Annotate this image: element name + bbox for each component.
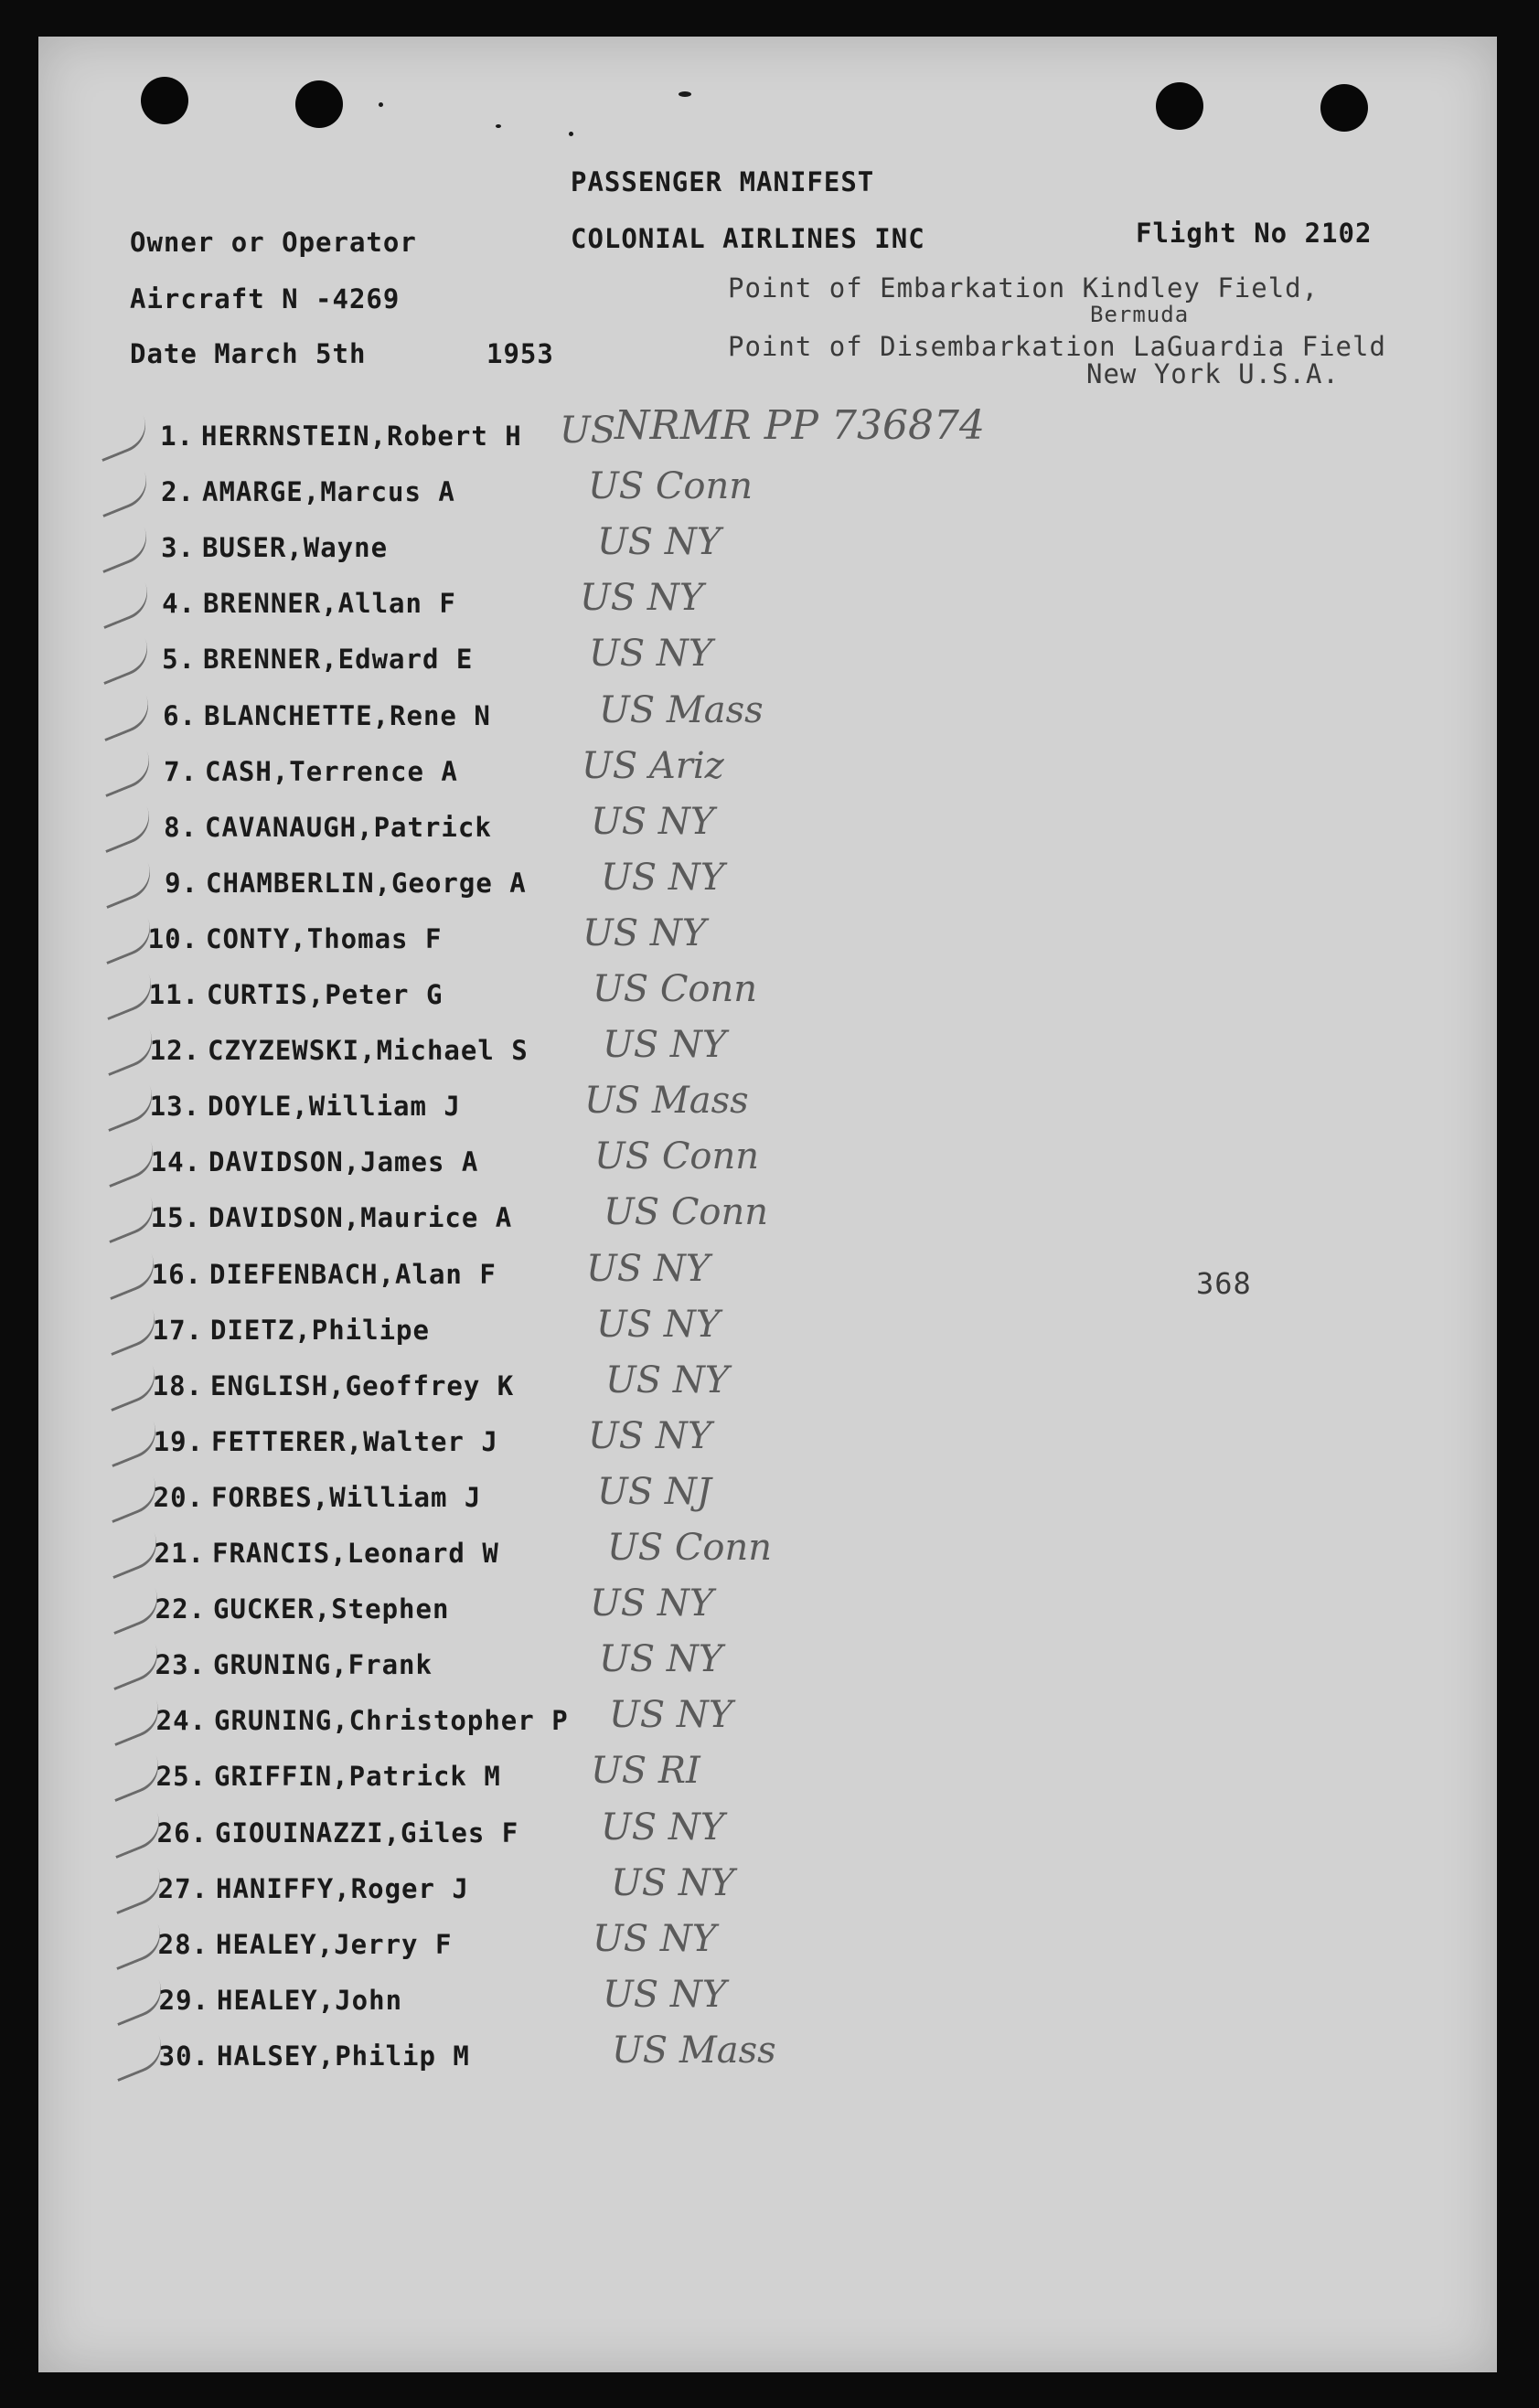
punch-hole	[141, 77, 188, 124]
passenger-name: ENGLISH,Geoffrey K	[210, 1369, 515, 1401]
passenger-number: 28.	[157, 1928, 208, 1960]
handwritten-residence: US Conn	[594, 1135, 760, 1178]
passenger-number: 17.	[152, 1314, 203, 1346]
list-item	[141, 1527, 1055, 1583]
handwritten-residence: US Conn	[588, 465, 753, 508]
manifest-page	[38, 37, 1497, 2372]
passenger-number: 13.	[149, 1091, 200, 1123]
list-item	[130, 410, 1044, 466]
aircraft-number: Aircraft N -4269	[130, 283, 401, 314]
passenger-name: FORBES,William J	[211, 1481, 482, 1513]
passenger-number: 24.	[155, 1705, 207, 1737]
ink-speck	[496, 124, 501, 128]
passenger-name: DIEFENBACH,Alan F	[209, 1258, 497, 1290]
list-item	[143, 1694, 1057, 1751]
passenger-number: 7.	[164, 755, 198, 787]
list-item	[142, 1582, 1056, 1639]
list-item	[134, 800, 1048, 858]
manifest-year: 1953	[486, 338, 554, 369]
disembarkation-point: Point of Disembarkation LaGuardia Field	[728, 331, 1386, 362]
handwritten-residence: US NY	[611, 1861, 735, 1904]
passenger-number: 8.	[164, 811, 198, 843]
list-item	[139, 1358, 1053, 1416]
list-item	[135, 968, 1050, 1025]
passenger-name: CONTY,Thomas F	[206, 922, 443, 954]
handwritten-residence: US NY	[609, 1694, 733, 1737]
passenger-name: GUCKER,Stephen	[213, 1593, 450, 1625]
list-item	[140, 1414, 1054, 1472]
passenger-name: BRENNER,Edward E	[203, 644, 474, 676]
list-item	[131, 465, 1045, 522]
handwritten-residence: US Ariz	[582, 744, 724, 787]
passenger-number: 2.	[161, 476, 195, 508]
passenger-name: CASH,Terrence A	[205, 755, 458, 787]
handwritten-residence: US	[560, 410, 616, 452]
passenger-number: 30.	[158, 2040, 209, 2072]
handwritten-residence: US NY	[588, 1414, 712, 1457]
passenger-number: 3.	[161, 532, 195, 564]
passenger-number: 11.	[148, 979, 199, 1010]
handwritten-residence: US NY	[601, 1806, 725, 1849]
passenger-number: 18.	[152, 1369, 203, 1401]
punch-hole	[1320, 84, 1368, 132]
handwritten-residence: US Mass	[599, 688, 764, 731]
handwritten-annotation: NRMR PP 736874	[615, 402, 985, 449]
passenger-name: CAVANAUGH,Patrick	[205, 811, 492, 843]
passenger-name: HANIFFY,Roger J	[216, 1872, 469, 1904]
passenger-number: 29.	[158, 1984, 209, 2016]
list-item	[132, 633, 1046, 689]
list-item	[142, 1638, 1056, 1695]
punch-hole	[1156, 82, 1203, 130]
page-number: 368	[1196, 1266, 1252, 1301]
punch-hole	[295, 80, 343, 128]
list-item	[136, 1080, 1051, 1136]
handwritten-residence: US RI	[591, 1750, 700, 1793]
passenger-name: GRUNING,Christopher P	[214, 1705, 569, 1737]
handwritten-residence: US Mass	[584, 1080, 749, 1123]
passenger-name: BLANCHETTE,Rene N	[204, 699, 491, 731]
disembarkation-location: New York U.S.A.	[1086, 358, 1340, 389]
passenger-name: CZYZEWSKI,Michael S	[208, 1035, 529, 1067]
ink-speck	[679, 91, 691, 97]
passenger-name: DAVIDSON,Maurice A	[208, 1202, 513, 1234]
passenger-name: FRANCIS,Leonard W	[212, 1538, 499, 1569]
manifest-title: PASSENGER MANIFEST	[571, 166, 875, 197]
handwritten-residence: US NY	[603, 1024, 727, 1067]
passenger-number: 23.	[155, 1649, 206, 1681]
handwritten-residence: US NJ	[597, 1470, 711, 1513]
list-item	[139, 1303, 1053, 1360]
passenger-name: HEALEY,Jerry F	[216, 1928, 453, 1960]
list-item	[144, 1806, 1058, 1863]
handwritten-residence: US Conn	[593, 968, 758, 1010]
owner-value: COLONIAL AIRLINES INC	[571, 223, 925, 254]
passenger-number: 22.	[155, 1593, 206, 1625]
passenger-number: 5.	[162, 644, 196, 676]
handwritten-residence: US NY	[603, 1973, 727, 2016]
passenger-number: 27.	[157, 1872, 208, 1904]
handwritten-residence: US NY	[599, 1638, 723, 1681]
passenger-name: GIOUINAZZI,Giles F	[215, 1817, 519, 1849]
handwritten-residence: US NY	[605, 1358, 730, 1401]
list-item	[145, 1973, 1060, 2030]
handwritten-residence: US NY	[590, 1582, 714, 1625]
list-item	[145, 2029, 1060, 2086]
passenger-number: 16.	[151, 1258, 202, 1290]
passenger-name: BRENNER,Allan F	[203, 588, 456, 620]
list-item	[134, 911, 1049, 969]
handwritten-residence: US NY	[586, 1247, 711, 1290]
list-item	[137, 1191, 1052, 1248]
passenger-name: CHAMBERLIN,George A	[206, 867, 527, 899]
list-item	[144, 1861, 1059, 1919]
list-item	[143, 1750, 1057, 1806]
passenger-number: 14.	[150, 1146, 201, 1178]
passenger-number: 12.	[149, 1035, 200, 1067]
handwritten-residence: US Conn	[604, 1191, 769, 1234]
passenger-number: 20.	[153, 1481, 204, 1513]
passenger-number: 26.	[156, 1817, 208, 1849]
passenger-name: DOYLE,William J	[208, 1091, 461, 1123]
handwritten-residence: US Mass	[612, 2029, 776, 2072]
passenger-number: 1.	[160, 421, 194, 452]
handwritten-residence: US NY	[591, 800, 715, 843]
ink-speck	[379, 102, 383, 107]
passenger-name: DAVIDSON,James A	[208, 1146, 479, 1178]
flight-number: Flight No 2102	[1136, 218, 1373, 249]
manifest-date: Date March 5th	[130, 338, 367, 369]
handwritten-residence: US NY	[596, 1303, 721, 1346]
passenger-number: 19.	[153, 1425, 204, 1457]
list-item	[134, 744, 1048, 802]
passenger-name: GRUNING,Frank	[213, 1649, 433, 1681]
passenger-name: FETTERER,Walter J	[211, 1425, 498, 1457]
ink-speck	[569, 132, 573, 136]
passenger-number: 4.	[162, 588, 196, 620]
passenger-name: BUSER,Wayne	[202, 532, 389, 564]
passenger-number: 15.	[150, 1202, 201, 1234]
passenger-name: HALSEY,Philip M	[217, 2040, 470, 2072]
handwritten-residence: US NY	[593, 1917, 717, 1960]
passenger-name: DIETZ,Philipe	[210, 1314, 430, 1346]
list-item	[131, 521, 1045, 578]
handwritten-residence: US NY	[601, 856, 725, 899]
list-item	[144, 1917, 1059, 1975]
passenger-name: HERRNSTEIN,Robert H	[201, 421, 522, 452]
passenger-name: AMARGE,Marcus A	[202, 476, 455, 508]
list-item	[134, 856, 1049, 913]
embarkation-location: Bermuda	[1090, 302, 1190, 327]
list-item	[132, 577, 1046, 634]
list-item	[136, 1024, 1051, 1081]
owner-label: Owner or Operator	[130, 227, 417, 258]
handwritten-residence: US NY	[582, 911, 707, 954]
passenger-number: 10.	[147, 922, 198, 954]
embarkation-point: Point of Embarkation Kindley Field,	[728, 272, 1320, 304]
list-item	[138, 1247, 1053, 1305]
passenger-number: 21.	[154, 1538, 205, 1569]
list-item	[140, 1470, 1054, 1528]
passenger-name: CURTIS,Peter G	[207, 979, 444, 1010]
passenger-number: 9.	[165, 867, 198, 899]
passenger-number: 6.	[163, 699, 197, 731]
handwritten-residence: US NY	[589, 633, 713, 676]
passenger-name: HEALEY,John	[217, 1984, 403, 2016]
handwritten-residence: US Conn	[607, 1527, 773, 1569]
passenger-number: 25.	[155, 1761, 207, 1793]
list-item	[137, 1135, 1052, 1192]
list-item	[133, 688, 1047, 746]
handwritten-residence: US NY	[580, 577, 704, 620]
passenger-name: GRIFFIN,Patrick M	[214, 1761, 501, 1793]
handwritten-residence: US NY	[597, 521, 721, 564]
